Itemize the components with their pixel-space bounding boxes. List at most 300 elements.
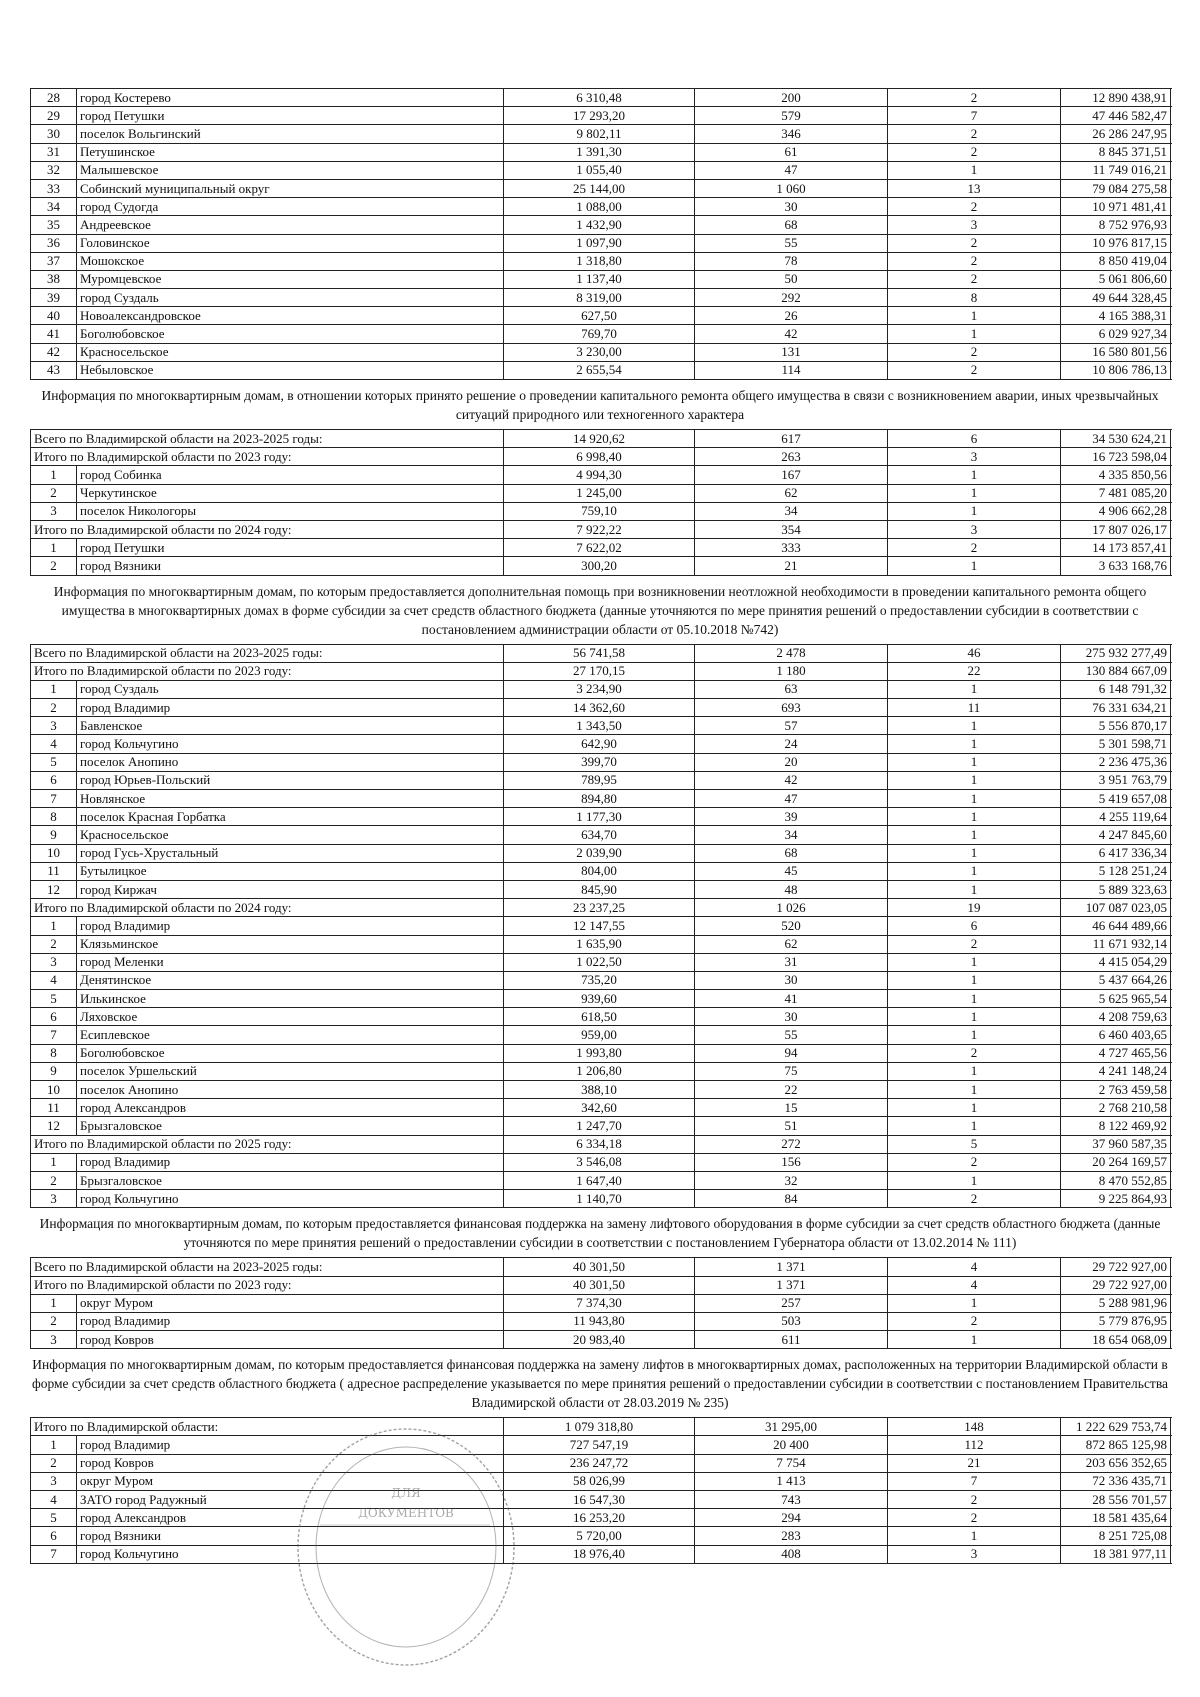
- row-number-cell: 12: [31, 880, 77, 898]
- table-row: [31, 990, 1171, 1008]
- area-cell: 17 293,20: [504, 107, 695, 125]
- residents-cell: 50: [695, 270, 888, 288]
- municipality-cell: город Петушки: [77, 107, 504, 125]
- residents-cell: 55: [695, 1026, 888, 1044]
- row-number-cell: 6: [31, 771, 77, 789]
- cost-cell: 4 415 054,29: [1061, 953, 1171, 971]
- table-row: [31, 234, 1171, 252]
- area-cell: 1 022,50: [504, 953, 695, 971]
- residents-cell: 32: [695, 1171, 888, 1189]
- residents-cell: 57: [695, 717, 888, 735]
- cost-cell: 6 148 791,32: [1061, 680, 1171, 698]
- table-row: [31, 935, 1171, 953]
- houses-cell: 2: [888, 1312, 1061, 1330]
- area-cell: 16 253,20: [504, 1509, 695, 1527]
- row-number-cell: 33: [31, 179, 77, 197]
- municipality-cell: поселок Никологоры: [77, 502, 504, 520]
- houses-cell: 1: [888, 953, 1061, 971]
- residents-cell: 1 026: [695, 899, 888, 917]
- cost-cell: 8 122 469,92: [1061, 1117, 1171, 1135]
- cost-cell: 18 654 068,09: [1061, 1331, 1171, 1349]
- section-heading: Информация по многоквартирным домам, по которым предоставляется финансовая поддержка на замену лифтового оборудования в форме субсидии за счет средств областного бюджета (данные уточняются по мере принятия решений о предоставлении субсидии в соответствии с постановлением Губернатора области от 13.02.2014 № 111): [39, 1216, 1161, 1251]
- municipality-cell: поселок Анопино: [77, 753, 504, 771]
- table-row: [31, 862, 1171, 880]
- summary-label-cell: Итого по Владимирской области по 2024 году:: [31, 520, 504, 538]
- row-number-cell: 4: [31, 1491, 77, 1509]
- area-cell: 1 079 318,80: [504, 1418, 695, 1436]
- residents-cell: 20: [695, 753, 888, 771]
- municipality-cell: Малышевское: [77, 161, 504, 179]
- residents-cell: 272: [695, 1135, 888, 1153]
- municipality-cell: город Собинка: [77, 466, 504, 484]
- area-cell: 40 301,50: [504, 1276, 695, 1294]
- municipality-cell: город Кольчугино: [77, 1190, 504, 1208]
- row-number-cell: 11: [31, 1099, 77, 1117]
- area-cell: 804,00: [504, 862, 695, 880]
- row-number-cell: 3: [31, 717, 77, 735]
- area-cell: 40 301,50: [504, 1258, 695, 1276]
- residents-cell: 114: [695, 361, 888, 379]
- residents-cell: 156: [695, 1153, 888, 1171]
- table-row: [31, 1171, 1171, 1189]
- cost-cell: 14 173 857,41: [1061, 539, 1171, 557]
- table-row: [31, 1062, 1171, 1080]
- cost-cell: 79 084 275,58: [1061, 179, 1171, 197]
- municipality-cell: Боголюбовское: [77, 1044, 504, 1062]
- summary-row: [31, 644, 1171, 662]
- row-number-cell: 36: [31, 234, 77, 252]
- residents-cell: 743: [695, 1491, 888, 1509]
- area-cell: 5 720,00: [504, 1527, 695, 1545]
- cost-cell: 11 749 016,21: [1061, 161, 1171, 179]
- residents-cell: 292: [695, 289, 888, 307]
- residents-cell: 408: [695, 1545, 888, 1563]
- houses-cell: 1: [888, 735, 1061, 753]
- houses-cell: 1: [888, 844, 1061, 862]
- residents-cell: 22: [695, 1081, 888, 1099]
- houses-cell: 1: [888, 680, 1061, 698]
- cost-cell: 5 779 876,95: [1061, 1312, 1171, 1330]
- cost-cell: 3 951 763,79: [1061, 771, 1171, 789]
- svg-text:ДОКУМЕНТОВ: ДОКУМЕНТОВ: [358, 1506, 454, 1520]
- residents-cell: 84: [695, 1190, 888, 1208]
- cost-cell: 2 768 210,58: [1061, 1099, 1171, 1117]
- cost-cell: 275 932 277,49: [1061, 644, 1171, 662]
- municipality-cell: Петушинское: [77, 143, 504, 161]
- residents-cell: 346: [695, 125, 888, 143]
- houses-cell: 1: [888, 717, 1061, 735]
- residents-cell: 94: [695, 1044, 888, 1062]
- table-row: [31, 1454, 1171, 1472]
- row-number-cell: 2: [31, 484, 77, 502]
- summary-label-cell: Итого по Владимирской области по 2025 году:: [31, 1135, 504, 1153]
- area-cell: 58 026,99: [504, 1472, 695, 1490]
- area-cell: 1 318,80: [504, 252, 695, 270]
- municipality-cell: Новлянское: [77, 790, 504, 808]
- residents-cell: 1 413: [695, 1472, 888, 1490]
- houses-cell: 1: [888, 771, 1061, 789]
- area-cell: 8 319,00: [504, 289, 695, 307]
- cost-cell: 9 225 864,93: [1061, 1190, 1171, 1208]
- cost-cell: 5 128 251,24: [1061, 862, 1171, 880]
- row-number-cell: 12: [31, 1117, 77, 1135]
- residents-cell: 30: [695, 198, 888, 216]
- houses-cell: 8: [888, 289, 1061, 307]
- cost-cell: 16 723 598,04: [1061, 448, 1171, 466]
- cost-cell: 6 029 927,34: [1061, 325, 1171, 343]
- row-number-cell: 1: [31, 680, 77, 698]
- cost-cell: 872 865 125,98: [1061, 1436, 1171, 1454]
- table-row: [31, 361, 1171, 379]
- municipality-cell: город Владимир: [77, 1312, 504, 1330]
- municipality-cell: город Гусь-Хрустальный: [77, 844, 504, 862]
- municipality-cell: город Юрьев-Польский: [77, 771, 504, 789]
- area-cell: 7 374,30: [504, 1294, 695, 1312]
- table-row: [31, 753, 1171, 771]
- municipality-cell: округ Муром: [77, 1294, 504, 1312]
- row-number-cell: 4: [31, 971, 77, 989]
- area-cell: 16 547,30: [504, 1491, 695, 1509]
- table-row: [31, 699, 1171, 717]
- table-row: [31, 1153, 1171, 1171]
- houses-cell: 2: [888, 1153, 1061, 1171]
- area-cell: 1 097,90: [504, 234, 695, 252]
- houses-cell: 3: [888, 216, 1061, 234]
- houses-cell: 1: [888, 557, 1061, 575]
- summary-row: [31, 899, 1171, 917]
- table-row: [31, 1472, 1171, 1490]
- table-row: [31, 179, 1171, 197]
- table-row: [31, 343, 1171, 361]
- municipality-cell: поселок Красная Горбатка: [77, 808, 504, 826]
- cost-cell: 8 470 552,85: [1061, 1171, 1171, 1189]
- table-row: [31, 307, 1171, 325]
- row-number-cell: 38: [31, 270, 77, 288]
- table-row: [31, 252, 1171, 270]
- houses-cell: 3: [888, 448, 1061, 466]
- municipality-cell: город Киржач: [77, 880, 504, 898]
- data-table: [30, 88, 1171, 380]
- table-row: [31, 125, 1171, 143]
- row-number-cell: 28: [31, 89, 77, 107]
- houses-cell: 6: [888, 917, 1061, 935]
- municipality-cell: Боголюбовское: [77, 325, 504, 343]
- residents-cell: 68: [695, 216, 888, 234]
- cost-cell: 5 288 981,96: [1061, 1294, 1171, 1312]
- row-number-cell: 8: [31, 808, 77, 826]
- summary-label-cell: Всего по Владимирской области на 2023-2025 годы:: [31, 430, 504, 448]
- residents-cell: 47: [695, 790, 888, 808]
- houses-cell: 2: [888, 343, 1061, 361]
- houses-cell: 1: [888, 862, 1061, 880]
- houses-cell: 7: [888, 1472, 1061, 1490]
- cost-cell: 3 633 168,76: [1061, 557, 1171, 575]
- houses-cell: 1: [888, 484, 1061, 502]
- area-cell: 300,20: [504, 557, 695, 575]
- cost-cell: 8 752 976,93: [1061, 216, 1171, 234]
- row-number-cell: 32: [31, 161, 77, 179]
- data-table: [30, 429, 1171, 576]
- area-cell: 759,10: [504, 502, 695, 520]
- cost-cell: 10 971 481,41: [1061, 198, 1171, 216]
- houses-cell: 1: [888, 880, 1061, 898]
- area-cell: 1 647,40: [504, 1171, 695, 1189]
- row-number-cell: 7: [31, 1545, 77, 1563]
- municipality-cell: город Костерево: [77, 89, 504, 107]
- residents-cell: 283: [695, 1527, 888, 1545]
- residents-cell: 48: [695, 880, 888, 898]
- table-row: [31, 484, 1171, 502]
- area-cell: 25 144,00: [504, 179, 695, 197]
- houses-cell: 1: [888, 971, 1061, 989]
- row-number-cell: 1: [31, 1294, 77, 1312]
- municipality-cell: город Владимир: [77, 917, 504, 935]
- summary-label-cell: Всего по Владимирской области на 2023-2025 годы:: [31, 1258, 504, 1276]
- residents-cell: 55: [695, 234, 888, 252]
- area-cell: 3 546,08: [504, 1153, 695, 1171]
- residents-cell: 26: [695, 307, 888, 325]
- row-number-cell: 5: [31, 753, 77, 771]
- residents-cell: 611: [695, 1331, 888, 1349]
- houses-cell: 1: [888, 990, 1061, 1008]
- residents-cell: 62: [695, 935, 888, 953]
- residents-cell: 1 371: [695, 1276, 888, 1294]
- municipality-cell: город Судогда: [77, 198, 504, 216]
- municipality-cell: Ляховское: [77, 1008, 504, 1026]
- area-cell: 2 655,54: [504, 361, 695, 379]
- cost-cell: 18 581 435,64: [1061, 1509, 1171, 1527]
- municipality-cell: Бавленское: [77, 717, 504, 735]
- table-row: [31, 89, 1171, 107]
- area-cell: 1 432,90: [504, 216, 695, 234]
- municipality-cell: город Суздаль: [77, 289, 504, 307]
- table-row: [31, 325, 1171, 343]
- houses-cell: 1: [888, 1099, 1061, 1117]
- houses-cell: 1: [888, 1008, 1061, 1026]
- area-cell: 56 741,58: [504, 644, 695, 662]
- summary-row: [31, 1258, 1171, 1276]
- area-cell: 3 230,00: [504, 343, 695, 361]
- houses-cell: 2: [888, 539, 1061, 557]
- row-number-cell: 9: [31, 1062, 77, 1080]
- residents-cell: 294: [695, 1509, 888, 1527]
- document-page: [30, 88, 1170, 1564]
- row-number-cell: 10: [31, 844, 77, 862]
- table-row: [31, 1294, 1171, 1312]
- area-cell: 23 237,25: [504, 899, 695, 917]
- houses-cell: 3: [888, 520, 1061, 538]
- cost-cell: 6 460 403,65: [1061, 1026, 1171, 1044]
- table-row: [31, 880, 1171, 898]
- cost-cell: 16 580 801,56: [1061, 343, 1171, 361]
- section-heading: Информация по многоквартирным домам, по которым предоставляется дополнительная помощь при возникновении неотложной необходимости в проведении капитального ремонта общего имущества в многоквартирных домах в форме субсидии за счет средств областного бюджета (данные уточняются по мере принятия решений о предоставлении субсидии в соответствии с постановлением администрации области от 05.10.2018 №742): [53, 583, 1147, 637]
- cost-cell: 47 446 582,47: [1061, 107, 1171, 125]
- cost-cell: 203 656 352,65: [1061, 1454, 1171, 1472]
- area-cell: 399,70: [504, 753, 695, 771]
- residents-cell: 263: [695, 448, 888, 466]
- area-cell: 1 635,90: [504, 935, 695, 953]
- area-cell: 1 391,30: [504, 143, 695, 161]
- table-row: [31, 466, 1171, 484]
- cost-cell: 37 960 587,35: [1061, 1135, 1171, 1153]
- row-number-cell: 8: [31, 1044, 77, 1062]
- houses-cell: 3: [888, 1545, 1061, 1563]
- table-row: [31, 107, 1171, 125]
- row-number-cell: 2: [31, 1171, 77, 1189]
- table-row: [31, 1527, 1171, 1545]
- residents-cell: 39: [695, 808, 888, 826]
- table-row: [31, 557, 1171, 575]
- area-cell: 1 247,70: [504, 1117, 695, 1135]
- table-row: [31, 1081, 1171, 1099]
- cost-cell: 4 165 388,31: [1061, 307, 1171, 325]
- table-row: [31, 971, 1171, 989]
- residents-cell: 61: [695, 143, 888, 161]
- cost-cell: 4 208 759,63: [1061, 1008, 1171, 1026]
- row-number-cell: 39: [31, 289, 77, 307]
- table-row: [31, 502, 1171, 520]
- houses-cell: 1: [888, 1331, 1061, 1349]
- cost-cell: 107 087 023,05: [1061, 899, 1171, 917]
- table-row: [31, 216, 1171, 234]
- houses-cell: 2: [888, 1491, 1061, 1509]
- row-number-cell: 43: [31, 361, 77, 379]
- residents-cell: 1 180: [695, 662, 888, 680]
- residents-cell: 41: [695, 990, 888, 1008]
- data-table: [30, 644, 1171, 1209]
- residents-cell: 354: [695, 520, 888, 538]
- municipality-cell: Красносельское: [77, 826, 504, 844]
- area-cell: 12 147,55: [504, 917, 695, 935]
- row-number-cell: 42: [31, 343, 77, 361]
- municipality-cell: поселок Анопино: [77, 1081, 504, 1099]
- cost-cell: 4 335 850,56: [1061, 466, 1171, 484]
- residents-cell: 75: [695, 1062, 888, 1080]
- cost-cell: 28 556 701,57: [1061, 1491, 1171, 1509]
- row-number-cell: 3: [31, 1472, 77, 1490]
- table-row: [31, 1026, 1171, 1044]
- area-cell: 1 177,30: [504, 808, 695, 826]
- area-cell: 11 943,80: [504, 1312, 695, 1330]
- municipality-cell: Бутылицкое: [77, 862, 504, 880]
- houses-cell: 1: [888, 1527, 1061, 1545]
- area-cell: 642,90: [504, 735, 695, 753]
- municipality-cell: город Вязники: [77, 557, 504, 575]
- cost-cell: 10 806 786,13: [1061, 361, 1171, 379]
- row-number-cell: 4: [31, 735, 77, 753]
- cost-cell: 130 884 667,09: [1061, 662, 1171, 680]
- area-cell: 1 137,40: [504, 270, 695, 288]
- table-row: [31, 826, 1171, 844]
- residents-cell: 520: [695, 917, 888, 935]
- row-number-cell: 2: [31, 935, 77, 953]
- table-row: [31, 289, 1171, 307]
- municipality-cell: Красносельское: [77, 343, 504, 361]
- area-cell: 2 039,90: [504, 844, 695, 862]
- houses-cell: 4: [888, 1276, 1061, 1294]
- residents-cell: 31 295,00: [695, 1418, 888, 1436]
- municipality-cell: город Меленки: [77, 953, 504, 971]
- area-cell: 6 998,40: [504, 448, 695, 466]
- area-cell: 627,50: [504, 307, 695, 325]
- cost-cell: 29 722 927,00: [1061, 1276, 1171, 1294]
- houses-cell: 1: [888, 466, 1061, 484]
- residents-cell: 617: [695, 430, 888, 448]
- municipality-cell: округ Муром: [77, 1472, 504, 1490]
- row-number-cell: 31: [31, 143, 77, 161]
- row-number-cell: 5: [31, 1509, 77, 1527]
- summary-label-cell: Итого по Владимирской области по 2024 году:: [31, 899, 504, 917]
- houses-cell: 1: [888, 1117, 1061, 1135]
- table-row: [31, 1044, 1171, 1062]
- residents-cell: 333: [695, 539, 888, 557]
- houses-cell: 2: [888, 361, 1061, 379]
- residents-cell: 34: [695, 826, 888, 844]
- summary-row: [31, 430, 1171, 448]
- table-row: [31, 539, 1171, 557]
- row-number-cell: 34: [31, 198, 77, 216]
- row-number-cell: 1: [31, 539, 77, 557]
- municipality-cell: город Суздаль: [77, 680, 504, 698]
- table-row: [31, 1331, 1171, 1349]
- houses-cell: 1: [888, 1081, 1061, 1099]
- area-cell: 727 547,19: [504, 1436, 695, 1454]
- area-cell: 769,70: [504, 325, 695, 343]
- houses-cell: 1: [888, 325, 1061, 343]
- cost-cell: 5 301 598,71: [1061, 735, 1171, 753]
- cost-cell: 12 890 438,91: [1061, 89, 1171, 107]
- row-number-cell: 1: [31, 1436, 77, 1454]
- municipality-cell: Мошокское: [77, 252, 504, 270]
- summary-row: [31, 1135, 1171, 1153]
- area-cell: 1 088,00: [504, 198, 695, 216]
- residents-cell: 20 400: [695, 1436, 888, 1454]
- municipality-cell: город Петушки: [77, 539, 504, 557]
- municipality-cell: Клязьминское: [77, 935, 504, 953]
- houses-cell: 2: [888, 143, 1061, 161]
- residents-cell: 51: [695, 1117, 888, 1135]
- municipality-cell: город Владимир: [77, 699, 504, 717]
- municipality-cell: Муромцевское: [77, 270, 504, 288]
- table-row: [31, 1491, 1171, 1509]
- row-number-cell: 10: [31, 1081, 77, 1099]
- cost-cell: 4 241 148,24: [1061, 1062, 1171, 1080]
- cost-cell: 1 222 629 753,74: [1061, 1418, 1171, 1436]
- row-number-cell: 1: [31, 1153, 77, 1171]
- row-number-cell: 2: [31, 699, 77, 717]
- residents-cell: 30: [695, 1008, 888, 1026]
- houses-cell: 5: [888, 1135, 1061, 1153]
- area-cell: 7 622,02: [504, 539, 695, 557]
- area-cell: 939,60: [504, 990, 695, 1008]
- row-number-cell: 3: [31, 1190, 77, 1208]
- houses-cell: 21: [888, 1454, 1061, 1472]
- table-row: [31, 808, 1171, 826]
- cost-cell: 5 419 657,08: [1061, 790, 1171, 808]
- residents-cell: 47: [695, 161, 888, 179]
- houses-cell: 13: [888, 179, 1061, 197]
- row-number-cell: 35: [31, 216, 77, 234]
- cost-cell: 8 845 371,51: [1061, 143, 1171, 161]
- municipality-cell: Головинское: [77, 234, 504, 252]
- residents-cell: 7 754: [695, 1454, 888, 1472]
- houses-cell: 2: [888, 252, 1061, 270]
- table-row: [31, 771, 1171, 789]
- residents-cell: 2 478: [695, 644, 888, 662]
- area-cell: 789,95: [504, 771, 695, 789]
- cost-cell: 5 625 965,54: [1061, 990, 1171, 1008]
- cost-cell: 4 906 662,28: [1061, 502, 1171, 520]
